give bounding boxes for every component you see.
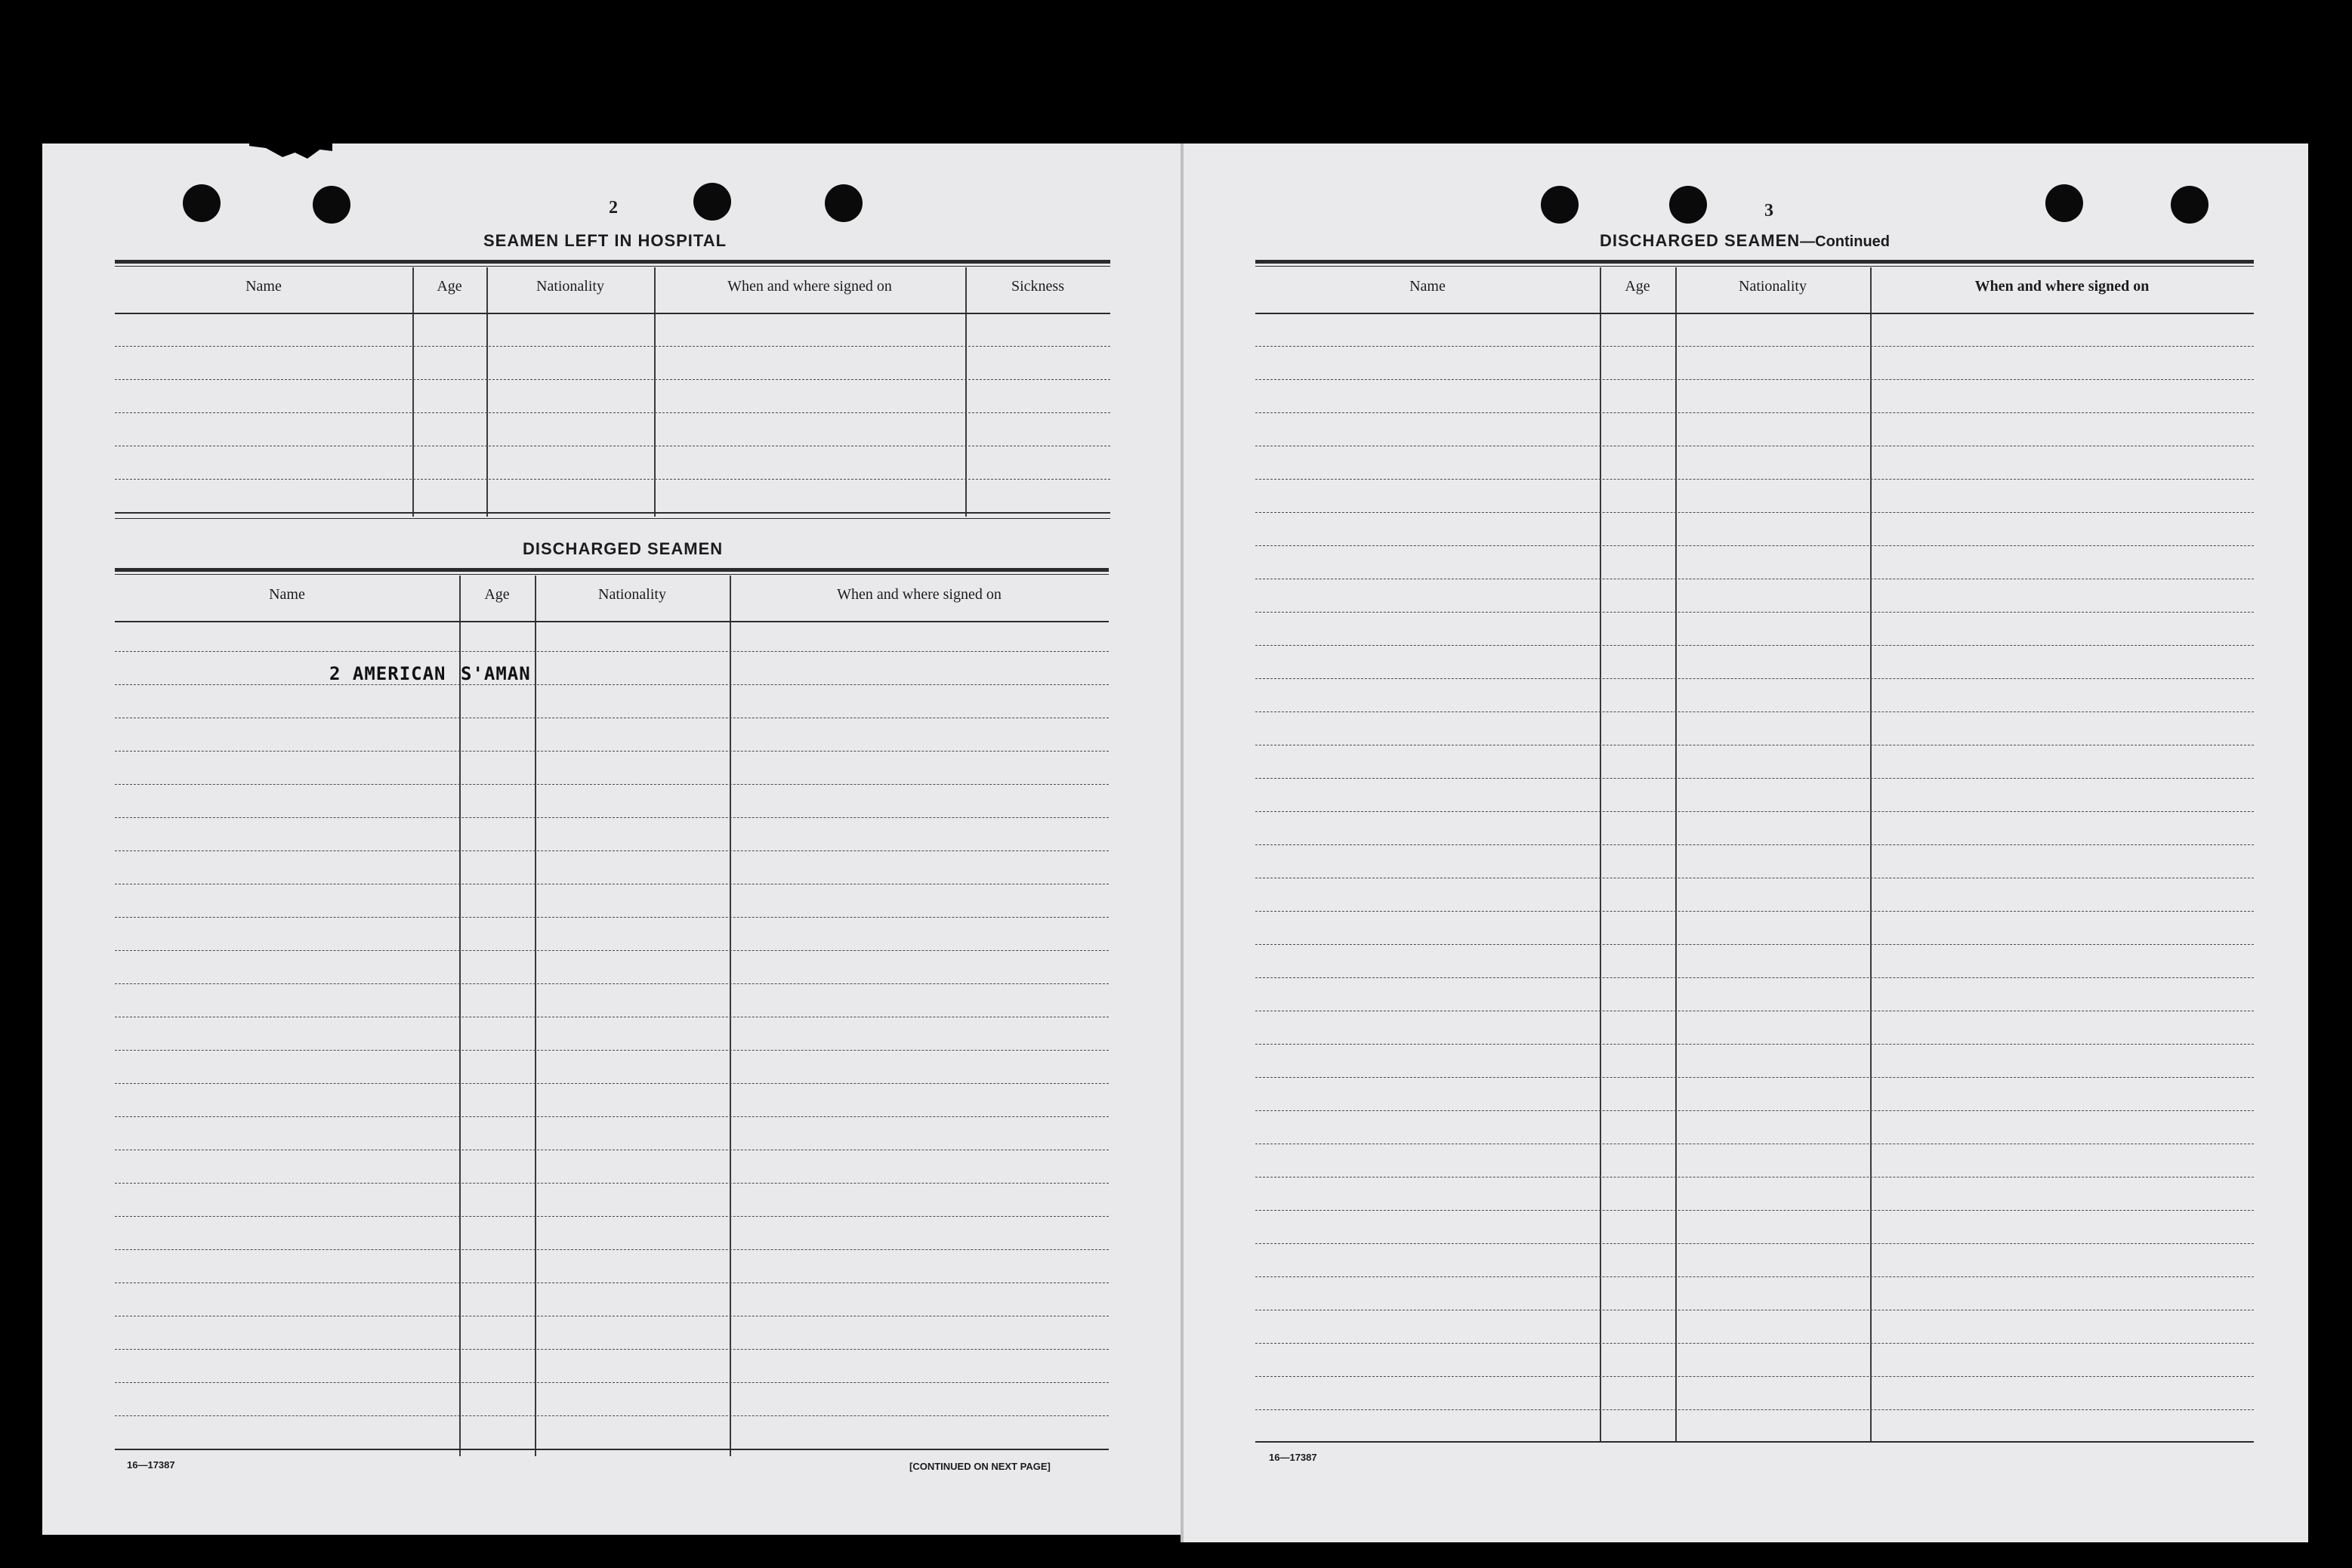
punch-hole bbox=[183, 184, 221, 222]
stamp-age: S'AMAN bbox=[461, 663, 531, 684]
hospital-table bbox=[115, 260, 1110, 524]
col-head-signed-on: When and where signed on bbox=[837, 586, 1002, 603]
col-head-signed-on: When and where signed on bbox=[727, 278, 892, 295]
form-number-right: 16—17387 bbox=[1269, 1452, 1317, 1463]
punch-hole bbox=[1541, 186, 1579, 224]
col-head-name: Name bbox=[245, 278, 282, 295]
col-head-nationality: Nationality bbox=[1739, 278, 1807, 295]
col-head-name: Name bbox=[1409, 278, 1446, 295]
discharged-table-right bbox=[1255, 260, 2254, 1443]
page-number-right: 3 bbox=[1764, 201, 1773, 221]
punch-hole bbox=[825, 184, 863, 222]
discharged-section-title: DISCHARGED SEAMEN bbox=[523, 539, 724, 558]
discharged-continued-title bbox=[1600, 231, 1890, 251]
col-head-nationality: Nationality bbox=[536, 278, 604, 295]
punch-hole bbox=[1669, 186, 1707, 224]
page-number-left: 2 bbox=[609, 198, 618, 218]
punch-hole bbox=[693, 183, 731, 221]
page-fold bbox=[1181, 144, 1184, 1542]
discharged-table-left bbox=[115, 568, 1109, 1452]
col-head-age: Age bbox=[437, 278, 462, 295]
hospital-section-title: SEAMEN LEFT IN HOSPITAL bbox=[483, 231, 727, 250]
col-head-nationality: Nationality bbox=[598, 586, 666, 603]
col-head-sickness: Sickness bbox=[1011, 278, 1064, 295]
form-number-left: 16—17387 bbox=[127, 1459, 175, 1471]
title-main: DISCHARGED SEAMEN bbox=[1600, 231, 1801, 250]
punch-hole bbox=[2171, 186, 2208, 224]
col-head-name: Name bbox=[269, 586, 305, 603]
continued-note: [CONTINUED ON NEXT PAGE] bbox=[909, 1461, 1051, 1472]
title-continued: —Continued bbox=[1800, 233, 1891, 250]
col-head-signed-on: When and where signed on bbox=[1974, 278, 2150, 295]
punch-hole bbox=[313, 186, 350, 224]
col-head-age: Age bbox=[484, 586, 510, 603]
stamp-name: 2 AMERICAN bbox=[329, 663, 446, 684]
col-head-age: Age bbox=[1625, 278, 1650, 295]
punch-hole bbox=[2045, 184, 2083, 222]
